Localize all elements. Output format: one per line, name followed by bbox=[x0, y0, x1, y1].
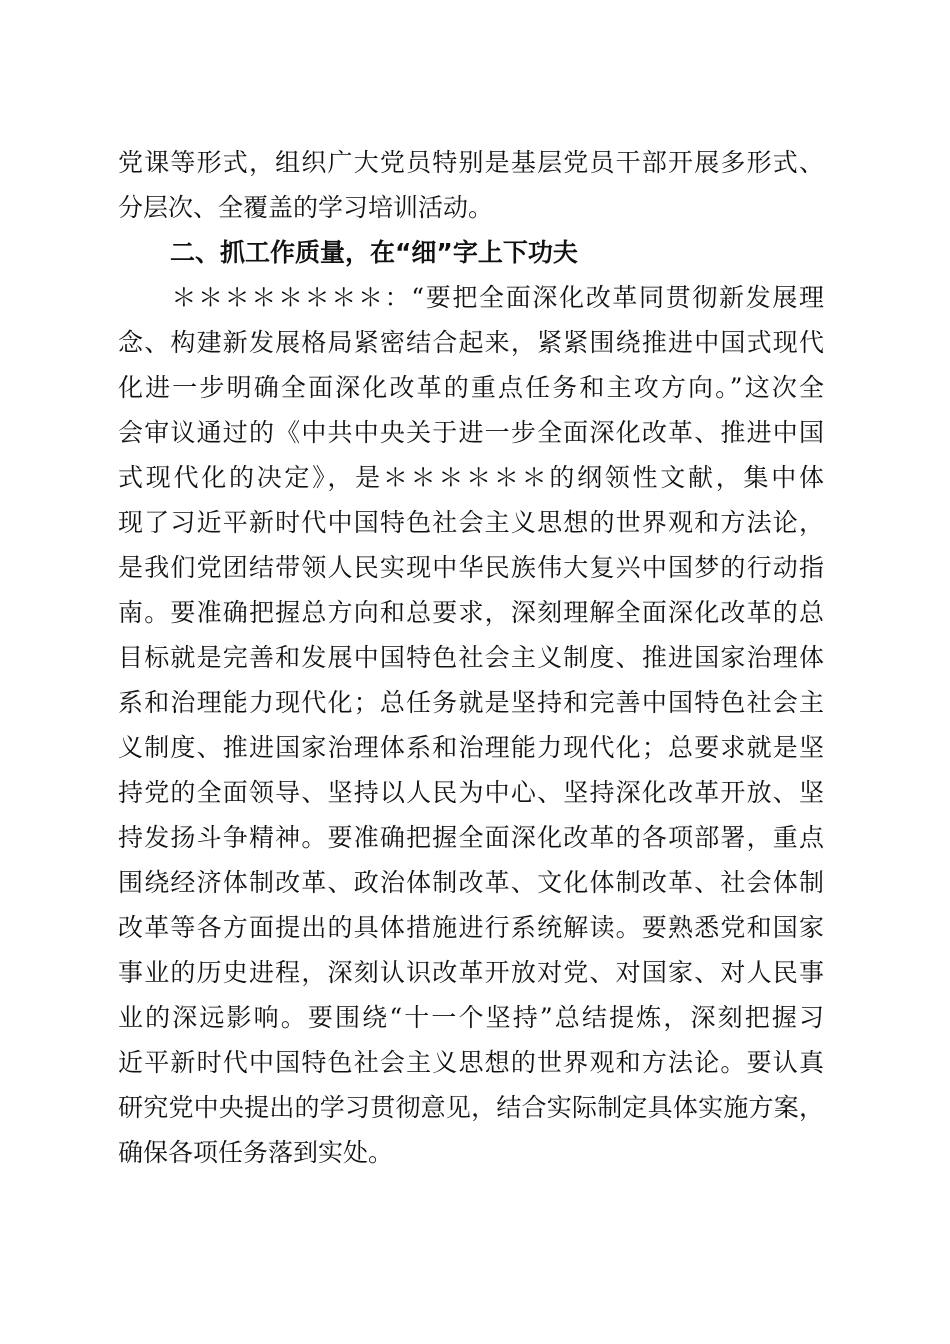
paragraph-line: 是我们党团结带领人民实现中华民族伟大复兴中国梦的行动指 bbox=[118, 553, 824, 582]
paragraph-line: 持发扬斗争精神。要准确把握全面深化改革的各项部署，重点 bbox=[118, 823, 824, 852]
paragraph-line: 现了习近平新时代中国特色社会主义思想的世界观和方法论， bbox=[118, 508, 824, 537]
paragraph-line: 业的深远影响。要围绕“十一个坚持”总结提炼，深刻把握习 bbox=[118, 1003, 824, 1032]
paragraph-line: 南。要准确把握总方向和总要求，深刻理解全面深化改革的总 bbox=[118, 598, 824, 627]
paragraph-line: 式现代化的决定》，是＊＊＊＊＊＊的纲领性文献，集中体 bbox=[118, 463, 824, 492]
paragraph-line: 事业的历史进程，深刻认识改革开放对党、对国家、对人民事 bbox=[118, 958, 824, 987]
paragraph-line: 改革等各方面提出的具体措施进行系统解读。要熟悉党和国家 bbox=[118, 913, 824, 942]
paragraph-line: 系和治理能力现代化；总任务就是坚持和完善中国特色社会主 bbox=[118, 688, 824, 717]
section-heading: 二、抓工作质量，在“细”字上下功夫 bbox=[170, 238, 578, 267]
paragraph-line: 研究党中央提出的学习贯彻意见，结合实际制定具体实施方案， bbox=[118, 1093, 824, 1122]
paragraph-line: 围绕经济体制改革、政治体制改革、文化体制改革、社会体制 bbox=[118, 868, 824, 897]
paragraph-line: 化进一步明确全面深化改革的重点任务和主攻方向。”这次全 bbox=[118, 373, 824, 402]
paragraph-line: 念、构建新发展格局紧密结合起来，紧紧围绕推进中国式现代 bbox=[118, 328, 824, 357]
paragraph-line: 义制度、推进国家治理体系和治理能力现代化；总要求就是坚 bbox=[118, 733, 824, 762]
paragraph-line: 会审议通过的《中共中央关于进一步全面深化改革、推进中国 bbox=[118, 418, 824, 447]
paragraph-line: 分层次、全覆盖的学习培训活动。 bbox=[118, 193, 494, 222]
paragraph-line: 党课等形式，组织广大党员特别是基层党员干部开展多形式、 bbox=[118, 148, 824, 177]
paragraph-line: ＊＊＊＊＊＊＊＊：“要把全面深化改革同贯彻新发展理 bbox=[118, 283, 824, 312]
paragraph-line: 持党的全面领导、坚持以人民为中心、坚持深化改革开放、坚 bbox=[118, 778, 824, 807]
paragraph-line: 目标就是完善和发展中国特色社会主义制度、推进国家治理体 bbox=[118, 643, 824, 672]
paragraph-line: 近平新时代中国特色社会主义思想的世界观和方法论。要认真 bbox=[118, 1048, 824, 1077]
paragraph-line: 确保各项任务落到实处。 bbox=[118, 1138, 394, 1167]
